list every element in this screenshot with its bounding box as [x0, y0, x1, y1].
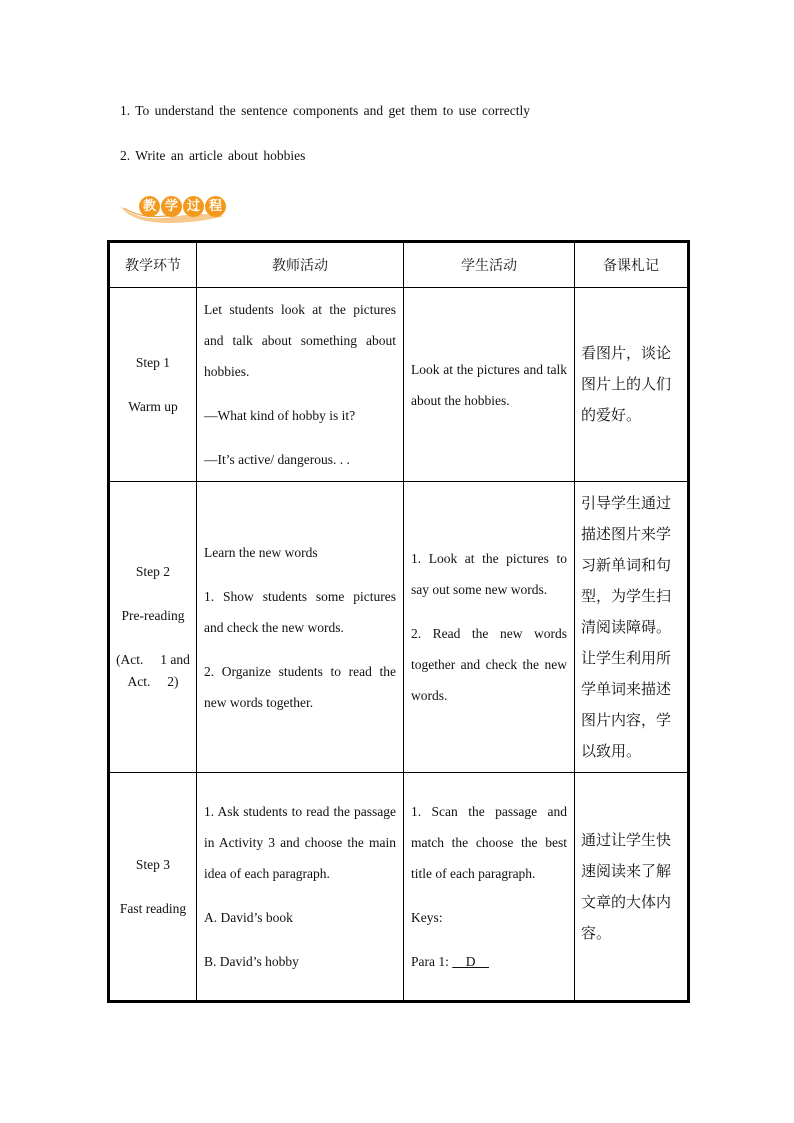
student-activity-cell: [404, 773, 575, 1002]
teacher-line: 1. Show students some pictures and check the new words.: [204, 588, 396, 635]
step-cell: [109, 288, 197, 482]
teacher-activity-cell: [197, 482, 404, 773]
teacher-line: Learn the new words: [204, 544, 318, 560]
lesson-plan-table: [107, 240, 690, 1003]
teacher-line: Let students look at the pictures and talk about something about hobbies.: [204, 302, 396, 379]
header-teaching-stage: 教学环节: [109, 242, 197, 288]
answer-key-value: D: [452, 954, 489, 969]
student-line: 1. Scan the passage and match the choose the best title of each paragraph.: [411, 804, 567, 881]
banner-char: 程: [205, 196, 226, 217]
step-number: Step 3: [135, 856, 171, 872]
teacher-line: —It’s active/ dangerous. . .: [204, 452, 350, 467]
banner-char: 学: [161, 196, 182, 217]
table-row: [109, 773, 689, 1002]
answer-key-line: [411, 946, 567, 977]
step-number: Step 2: [135, 564, 171, 579]
step-activity-ref: (Act. 1 and: [116, 652, 190, 667]
teacher-line: B. David’s hobby: [204, 954, 299, 969]
prep-note-cell: 引导学生通过描述图片来学习新单词和句型，为学生扫清阅读障碍。让学生利用所学单词来描述图片内容，学以致用。: [575, 482, 689, 773]
student-line: 2. Read the new words together and check the new words.: [411, 626, 567, 703]
step-title: Warm up: [128, 398, 178, 414]
teacher-line: —What kind of hobby is it?: [204, 408, 356, 423]
step-cell: [109, 773, 197, 1002]
prep-note-cell: 通过让学生快速阅读来了解文章的大体内容。: [575, 773, 689, 1002]
teacher-line: A. David’s book: [204, 910, 293, 925]
table-row: [109, 288, 689, 482]
step-cell: [109, 482, 197, 773]
header-prep-notes: 备课札记: [575, 242, 689, 288]
objective-2: 2. Write an article about hobbies: [120, 148, 306, 163]
teacher-line: 1. Ask students to read the passage in Activity 3 and choose the main idea of each paragraph.: [204, 804, 396, 881]
teacher-activity-cell: [197, 288, 404, 482]
student-activity-cell: [404, 288, 575, 482]
step-title: Fast reading: [119, 900, 187, 916]
student-line: Keys:: [411, 910, 443, 925]
step-title: Pre-reading: [121, 608, 185, 623]
table-row: [109, 482, 689, 773]
teacher-activity-cell: [197, 773, 404, 1002]
prep-note-cell: 看图片，谈论图片上的人们的爱好。: [575, 288, 689, 482]
student-line: Look at the pictures and talk about the hobbies.: [411, 361, 567, 408]
teacher-line: 2. Organize students to read the new words together.: [204, 663, 396, 710]
table-header-row: [109, 242, 689, 288]
teaching-process-banner: [118, 190, 228, 224]
header-student-activity: 学生活动: [404, 242, 575, 288]
banner-char: 过: [183, 196, 204, 217]
student-line: 1. Look at the pictures to say out some new words.: [411, 551, 567, 597]
student-activity-cell: [404, 482, 575, 773]
answer-key-label: Para 1:: [411, 954, 453, 969]
step-number: Step 1: [135, 354, 171, 370]
banner-char: 教: [139, 196, 160, 217]
header-teacher-activity: 教师活动: [197, 242, 404, 288]
objective-1: 1. To understand the sentence components and get them to use correctly: [120, 103, 530, 118]
step-activity-ref: Act. 2): [127, 674, 179, 689]
